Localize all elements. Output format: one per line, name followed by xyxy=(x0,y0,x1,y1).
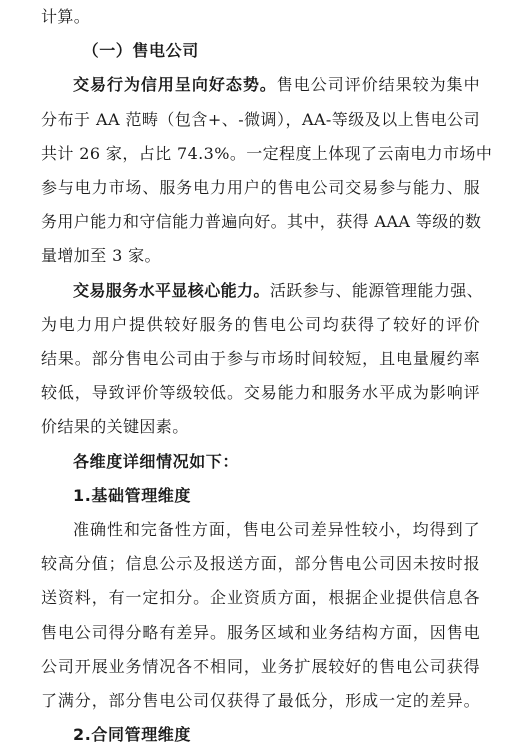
paragraph-2-lead: 交易服务水平显核心能力。 xyxy=(73,280,270,300)
paragraph-3-line-6: 了满分，部分售电公司仅获得了最低分，形成一定的差异。 xyxy=(41,691,480,711)
paragraph-2-line-2: 为电力用户提供较好服务的售电公司均获得了较好的评价 xyxy=(41,314,480,334)
paragraph-2-line-3: 结果。部分售电公司由于参与市场时间较短，且电量履约率 xyxy=(41,349,480,369)
section-heading-retail-companies: （一）售电公司 xyxy=(82,41,199,61)
paragraph-1-line-3: 共计 26 家，占比 74.3%。一定程度上体现了云南电力市场中 xyxy=(41,143,493,163)
paragraph-2-line-5: 价结果的关键因素。 xyxy=(41,417,189,437)
paragraph-1-line-1-rest: 售电公司评价结果较为集中 xyxy=(276,75,480,95)
paragraph-3-line-5: 公司开展业务情况各不相同，业务扩展较好的售电公司获得 xyxy=(41,656,480,676)
paragraph-1-line-5: 务用户能力和守信能力普遍向好。其中，获得 AAA 等级的数 xyxy=(41,212,482,232)
paragraph-3-line-2: 较高分值；信息公示及报送方面，部分售电公司因未按时报 xyxy=(41,554,480,574)
paragraph-1-line-4: 参与电力市场、服务电力用户的售电公司交易参与能力、服 xyxy=(41,178,480,198)
paragraph-1-line-2: 分布于 AA 范畴（包含+、-微调），AA-等级及以上售电公司 xyxy=(41,109,480,129)
paragraph-2-line-1 xyxy=(41,274,484,308)
subsection-heading-basic-management: 1.基础管理维度 xyxy=(73,485,192,505)
paragraph-3-line-1: 准确性和完备性方面，售电公司差异性较小，均得到了 xyxy=(73,520,480,540)
paragraph-1-line-1 xyxy=(41,68,480,102)
subsection-heading-contract-management: 2.合同管理维度 xyxy=(73,725,192,745)
paragraph-2-line-1-rest: 活跃参与、能源管理能力强、 xyxy=(269,280,484,300)
paragraph-1-lead: 交易行为信用呈向好态势。 xyxy=(73,75,277,95)
paragraph-1-line-6: 量增加至 3 家。 xyxy=(41,246,161,266)
paragraph-3-line-4: 售电公司得分略有差异。服务区域和业务结构方面，因售电 xyxy=(41,622,480,642)
paragraph-2-line-4: 较低，导致评价等级较低。交易能力和服务水平成为影响评 xyxy=(41,383,480,403)
paragraph-3-line-3: 送资料，有一定扣分。企业资质方面，根据企业提供信息各 xyxy=(41,588,480,608)
text-line-calculation-end: 计算。 xyxy=(41,7,91,26)
dimensions-intro-heading: 各维度详细情况如下： xyxy=(73,451,240,471)
